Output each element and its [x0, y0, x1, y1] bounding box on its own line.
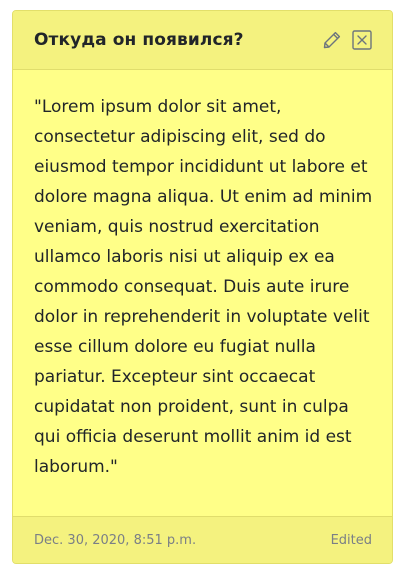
edit-button[interactable] — [322, 30, 342, 50]
note-actions — [322, 30, 372, 50]
note-card — [12, 10, 393, 564]
note-timestamp: Dec. 30, 2020, 8:51 p.m. — [34, 532, 197, 548]
note-title: Откуда он появился? — [34, 30, 244, 50]
note-text: "Lorem ipsum dolor sit amet, consectetur adipiscing elit, sed do eiusmod tempor incididunt ut labore et dolore magna aliqua. Ut enim ad minim veniam, quis nostrud exercitation ullamco laboris nisi ut aliquip ex ea commodo consequat. Duis aute irure dolor in reprehenderit in voluptate velit esse cillum dolore eu fugiat nulla pariatur. Excepteur sint occaecat cupidatat non proident, sunt in culpa qui officia deserunt mollit anim id est laborum." — [34, 97, 373, 477]
note-header — [13, 11, 392, 70]
close-button[interactable] — [352, 30, 372, 50]
note-body — [13, 70, 392, 516]
edited-status: Edited — [330, 532, 372, 548]
pencil-icon — [322, 30, 342, 50]
close-icon — [352, 30, 372, 50]
note-footer — [13, 516, 392, 563]
